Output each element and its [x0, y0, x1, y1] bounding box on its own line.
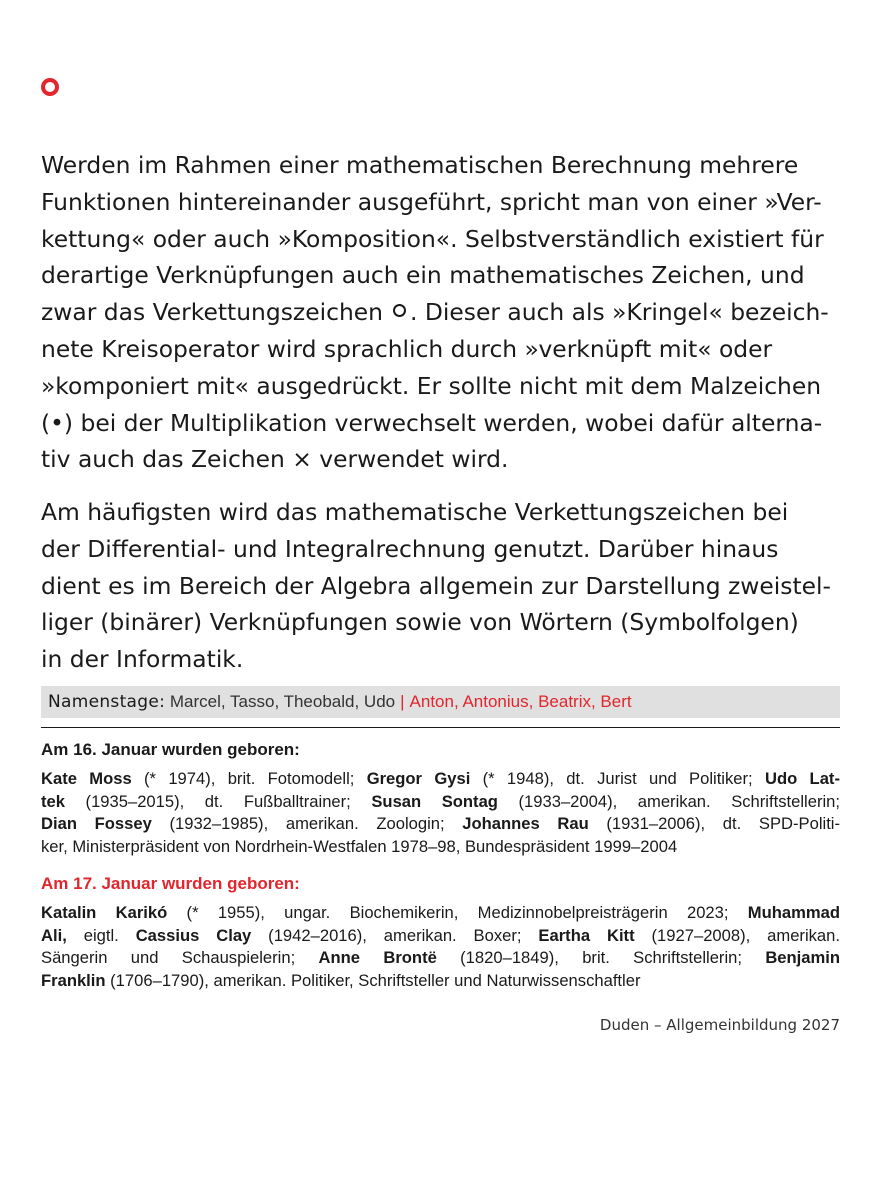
births-heading-16: Am 16. Januar wurden geboren: [41, 740, 300, 759]
person-name: Katalin Karikó [41, 903, 168, 922]
births-line [41, 791, 840, 814]
composition-ring-icon [41, 78, 59, 96]
text-line: der Differential- und Integralrechnung genutzt. Darüber hinaus [41, 534, 779, 563]
text-line: (•) bei der Multiplikation verwechselt werden, wobei dafür alterna- [41, 408, 823, 437]
births-line [41, 947, 840, 970]
person-details: Sängerin und Schauspielerin; [41, 948, 319, 968]
person-details: (1942–2016), amerikan. Boxer; [251, 925, 539, 945]
text-line [41, 294, 841, 331]
births-list-16 [41, 768, 840, 858]
person-name: tek [41, 791, 65, 811]
births-line [41, 925, 840, 948]
person-details: (* 1955), ungar. Biochemikerin, Medizinnobelpreisträgerin 2023; [167, 903, 748, 922]
text-line: derartige Verknüpfungen auch ein mathematisches Zeichen, und [41, 261, 805, 290]
person-name: Susan Sontag [371, 791, 498, 811]
person-name: Eartha Kitt [538, 925, 635, 945]
person-name: Ali, [41, 925, 67, 945]
name-days-separator: | [400, 692, 405, 711]
person-details: (* 1948), dt. Jurist und Politiker; [470, 769, 765, 788]
person-details: (1935–2015), dt. Fußballtrainer; [64, 791, 372, 811]
person-name: Benjamin [765, 948, 841, 968]
name-days-list-alt: Anton, Antonius, Beatrix, Bert [409, 692, 632, 711]
births-line [41, 902, 840, 925]
text-line: in der Informatik. [41, 645, 244, 674]
text-line: liger (binärer) Verknüpfungen sowie von Wörtern (Symbolfolgen) [41, 608, 799, 637]
text-line: tiv auch das Zeichen × verwendet wird. [41, 445, 509, 474]
name-days-label: Namenstage: [48, 692, 166, 712]
person-details: eigtl. [66, 925, 136, 945]
divider [41, 727, 840, 728]
text-line: kettung« oder auch »Komposition«. Selbstverständlich existiert für [41, 224, 824, 253]
inline-ring-icon [393, 304, 406, 317]
text-line: dient es im Bereich der Algebra allgemein zur Darstellung zweistel- [41, 571, 831, 600]
person-details: (1706–1790), amerikan. Politiker, Schriftsteller und Naturwissenschaftler [105, 970, 641, 990]
paragraph-composition-intro [41, 147, 841, 478]
text-line: Funktionen hintereinander ausgeführt, spricht man von einer »Ver- [41, 187, 822, 216]
person-name: Anne Brontë [318, 948, 437, 968]
person-name: Cassius Clay [135, 925, 252, 945]
person-name: Franklin [41, 970, 106, 990]
person-name: Gregor Gysi [366, 769, 471, 788]
births-line [41, 970, 840, 993]
person-name: Udo Lat- [764, 769, 840, 788]
text-line: nete Kreisoperator wird sprachlich durch »verknüpft mit« oder [41, 334, 773, 363]
person-details: (* 1974), brit. Fotomodell; [131, 769, 367, 788]
person-name: Kate Moss [41, 769, 132, 788]
person-details: (1927–2008), amerikan. [634, 925, 840, 945]
text-line: Am häufigsten wird das mathematische Verkettungszeichen bei [41, 498, 789, 526]
person-name: Dian Fossey [41, 814, 152, 834]
source-credit: Duden – Allgemeinbildung 2027 [599, 1016, 840, 1034]
births-line [41, 768, 840, 791]
name-days-list: Marcel, Tasso, Theobald, Udo [169, 692, 396, 711]
person-name: Johannes Rau [462, 814, 589, 834]
name-days-strip [41, 686, 840, 718]
text-line: Werden im Rahmen einer mathematischen Berechnung mehrere [41, 151, 799, 179]
person-details: (1820–1849), brit. Schriftstellerin; [436, 948, 766, 968]
births-heading-17: Am 17. Januar wurden geboren: [41, 874, 300, 893]
text-fragment: . Dieser auch als »Kringel« bezeich- [409, 298, 829, 327]
paragraph-composition-usage [41, 494, 841, 678]
person-name: Muhammad [747, 903, 840, 922]
text-fragment: zwar das Verkettungszeichen [41, 298, 383, 327]
text-line: »komponiert mit« ausgedrückt. Er sollte nicht mit dem Malzeichen [41, 371, 822, 400]
births-list-17 [41, 902, 840, 992]
births-line [41, 813, 840, 836]
person-details: ker, Ministerpräsident von Nordrhein-Westfalen 1978–98, Bundespräsident 1999–2004 [41, 836, 678, 856]
person-details: (1931–2006), dt. SPD-Politi- [588, 814, 841, 834]
births-line [41, 836, 840, 859]
person-details: (1932–1985), amerikan. Zoologin; [151, 814, 463, 834]
person-details: (1933–2004), amerikan. Schriftstellerin; [497, 791, 841, 811]
